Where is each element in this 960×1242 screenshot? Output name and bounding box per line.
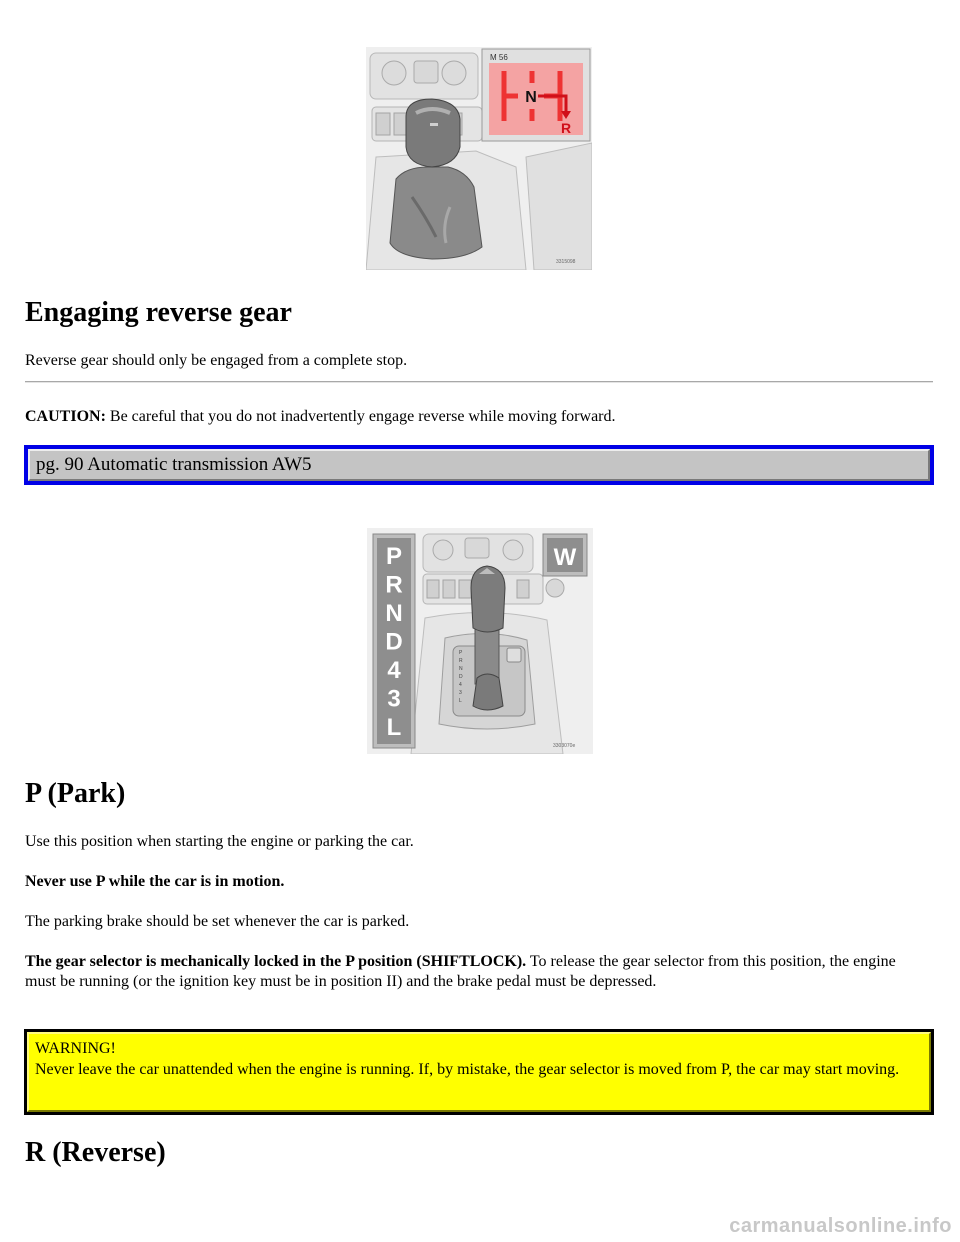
svg-text:P: P bbox=[459, 650, 463, 656]
figure2-code: 3303070e bbox=[553, 743, 576, 749]
caution-text: Be careful that you do not inadvertently engage reverse while moving forward. bbox=[105, 408, 616, 425]
warning-box bbox=[24, 1029, 934, 1115]
gear-position-P: P bbox=[385, 543, 403, 570]
heading-reverse: R (Reverse) bbox=[25, 1137, 166, 1168]
svg-text:D: D bbox=[459, 674, 463, 680]
manual-gearshift-illustration bbox=[366, 47, 592, 270]
gear-position-N: N bbox=[385, 600, 403, 627]
warning-title: WARNING! bbox=[35, 1040, 116, 1057]
automatic-gear-selector-illustration bbox=[367, 528, 593, 754]
gear-position-R: R bbox=[385, 571, 403, 599]
site-watermark: carmanualsonline.info bbox=[729, 1215, 952, 1237]
svg-text:3: 3 bbox=[459, 690, 462, 696]
heading-park: P (Park) bbox=[25, 778, 126, 809]
svg-text:N: N bbox=[459, 666, 463, 672]
winter-mode-label: W bbox=[553, 544, 577, 571]
page-section-title: pg. 90 Automatic transmission AW5 bbox=[28, 449, 930, 481]
figure1-code: 3315098 bbox=[556, 259, 576, 265]
automatic-gear-selector-figure bbox=[367, 528, 593, 754]
park-usage-text: Use this position when starting the engine or parking the car. bbox=[25, 833, 414, 850]
inset-display-label: M 56 bbox=[490, 53, 508, 62]
reverse-stop-text: Reverse gear should only be engaged from a complete stop. bbox=[25, 352, 408, 369]
caution-label: CAUTION: bbox=[25, 408, 106, 425]
reverse-label: R bbox=[560, 120, 572, 136]
gear-position-4: 4 bbox=[387, 657, 401, 684]
manual-gearshift-figure bbox=[366, 47, 592, 270]
svg-text:4: 4 bbox=[459, 682, 462, 688]
horizontal-divider bbox=[25, 381, 933, 383]
svg-text:L: L bbox=[459, 698, 462, 704]
svg-text:R: R bbox=[459, 658, 463, 664]
heading-engaging-reverse-gear: Engaging reverse gear bbox=[25, 297, 292, 328]
park-motion-warning-text: Never use P while the car is in motion. bbox=[25, 873, 285, 890]
gear-position-D: D bbox=[385, 628, 403, 656]
neutral-label: N bbox=[525, 89, 537, 106]
warning-text: Never leave the car unattended when the engine is running. If, by mistake, the gear selector is moved from P, the car may start moving. bbox=[35, 1061, 900, 1078]
page-section-bar bbox=[24, 445, 934, 485]
gear-position-3: 3 bbox=[387, 685, 401, 713]
gear-position-L: L bbox=[386, 714, 402, 741]
parking-brake-text: The parking brake should be set whenever the car is parked. bbox=[25, 913, 410, 930]
shiftlock-rest: To release the gear selector from this position, the engine must be running (or the ignition key must be in position II) and the brake pedal must be depressed. bbox=[25, 953, 896, 990]
shiftlock-bold: The gear selector is mechanically locked in the P position (SHIFTLOCK). bbox=[25, 953, 527, 970]
shiftlock-paragraph bbox=[25, 952, 930, 992]
caution-paragraph bbox=[25, 407, 930, 427]
